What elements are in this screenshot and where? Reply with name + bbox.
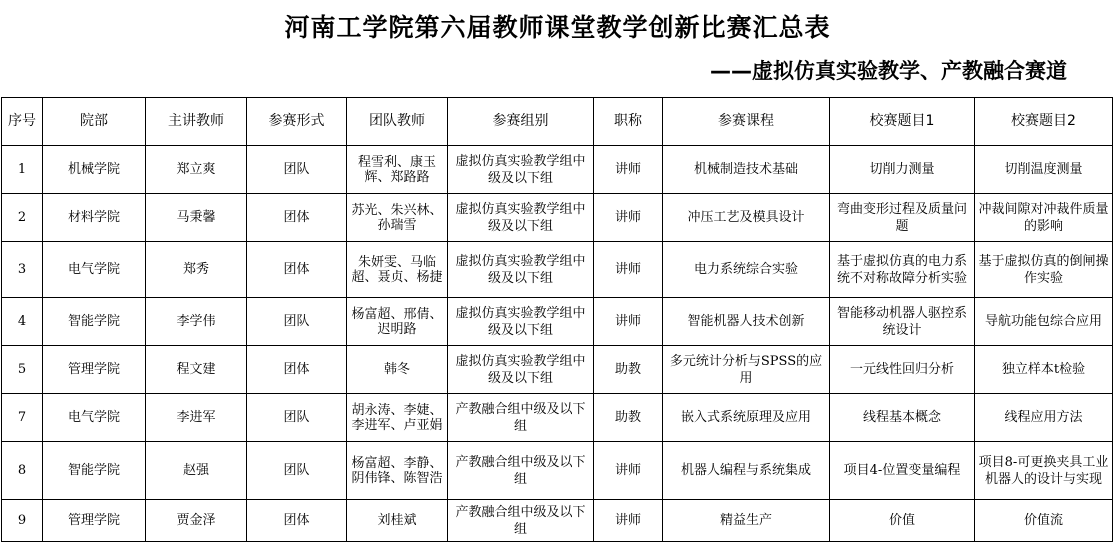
cell-lead-teacher: 贾金泽 bbox=[146, 500, 247, 542]
cell-row-index: 7 bbox=[2, 394, 43, 442]
cell-row-index: 5 bbox=[2, 346, 43, 394]
cell-course: 机械制造技术基础 bbox=[663, 146, 830, 194]
cell-topic-2: 基于虚拟仿真的倒闸操作实验 bbox=[975, 242, 1113, 298]
cell-team-teachers: 杨富超、邢倩、迟明路 bbox=[347, 298, 448, 346]
cell-topic-2: 项目8-可更换夹具工业机器人的设计与实现 bbox=[975, 442, 1113, 500]
cell-team-teachers: 朱妍雯、马临超、聂贞、杨捷 bbox=[347, 242, 448, 298]
cell-title-rank: 讲师 bbox=[594, 298, 663, 346]
header-cell: 院部 bbox=[43, 98, 146, 146]
cell-row-index: 2 bbox=[2, 194, 43, 242]
cell-topic-2: 冲裁间隙对冲裁件质量的影响 bbox=[975, 194, 1113, 242]
cell-topic-1: 弯曲变形过程及质量问题 bbox=[830, 194, 975, 242]
cell-title-rank: 讲师 bbox=[594, 146, 663, 194]
cell-team-teachers: 韩冬 bbox=[347, 346, 448, 394]
cell-title-rank: 助教 bbox=[594, 394, 663, 442]
cell-course: 多元统计分析与SPSS的应用 bbox=[663, 346, 830, 394]
cell-team-teachers: 胡永涛、李婕、李进军、卢亚娟 bbox=[347, 394, 448, 442]
cell-entry-type: 团体 bbox=[247, 500, 347, 542]
table-row bbox=[2, 146, 1113, 194]
cell-topic-1: 价值 bbox=[830, 500, 975, 542]
cell-group: 产教融合组中级及以下组 bbox=[448, 394, 594, 442]
cell-course: 嵌入式系统原理及应用 bbox=[663, 394, 830, 442]
cell-title-rank: 讲师 bbox=[594, 442, 663, 500]
cell-entry-type: 团体 bbox=[247, 194, 347, 242]
cell-title-rank: 助教 bbox=[594, 346, 663, 394]
cell-entry-type: 团队 bbox=[247, 298, 347, 346]
cell-department: 智能学院 bbox=[43, 442, 146, 500]
cell-topic-2: 切削温度测量 bbox=[975, 146, 1113, 194]
cell-department: 材料学院 bbox=[43, 194, 146, 242]
page-title: 河南工学院第六届教师课堂教学创新比赛汇总表 bbox=[284, 13, 831, 42]
cell-group: 虚拟仿真实验教学组中级及以下组 bbox=[448, 346, 594, 394]
cell-topic-1: 基于虚拟仿真的电力系统不对称故障分析实验 bbox=[830, 242, 975, 298]
table-row bbox=[2, 298, 1113, 346]
header-cell: 序号 bbox=[2, 98, 43, 146]
summary-table bbox=[1, 97, 1113, 542]
cell-topic-1: 线程基本概念 bbox=[830, 394, 975, 442]
header-cell: 参赛形式 bbox=[247, 98, 347, 146]
cell-team-teachers: 程雪利、康玉辉、郑路路 bbox=[347, 146, 448, 194]
cell-entry-type: 团队 bbox=[247, 394, 347, 442]
cell-entry-type: 团队 bbox=[247, 146, 347, 194]
cell-department: 管理学院 bbox=[43, 500, 146, 542]
cell-row-index: 3 bbox=[2, 242, 43, 298]
cell-group: 产教融合组中级及以下组 bbox=[448, 442, 594, 500]
table-row bbox=[2, 346, 1113, 394]
cell-lead-teacher: 郑秀 bbox=[146, 242, 247, 298]
cell-row-index: 4 bbox=[2, 298, 43, 346]
cell-course: 机器人编程与系统集成 bbox=[663, 442, 830, 500]
cell-entry-type: 团队 bbox=[247, 442, 347, 500]
cell-lead-teacher: 赵强 bbox=[146, 442, 247, 500]
cell-department: 电气学院 bbox=[43, 394, 146, 442]
cell-topic-2: 独立样本t检验 bbox=[975, 346, 1113, 394]
cell-group: 虚拟仿真实验教学组中级及以下组 bbox=[448, 146, 594, 194]
header-row bbox=[2, 98, 1113, 146]
cell-course: 精益生产 bbox=[663, 500, 830, 542]
cell-group: 虚拟仿真实验教学组中级及以下组 bbox=[448, 298, 594, 346]
header-cell: 校赛题目2 bbox=[975, 98, 1113, 146]
header-cell: 职称 bbox=[594, 98, 663, 146]
cell-course: 智能机器人技术创新 bbox=[663, 298, 830, 346]
cell-department: 电气学院 bbox=[43, 242, 146, 298]
cell-group: 产教融合组中级及以下组 bbox=[448, 500, 594, 542]
header-cell: 主讲教师 bbox=[146, 98, 247, 146]
cell-title-rank: 讲师 bbox=[594, 242, 663, 298]
header-cell: 参赛课程 bbox=[663, 98, 830, 146]
cell-row-index: 1 bbox=[2, 146, 43, 194]
cell-entry-type: 团体 bbox=[247, 346, 347, 394]
cell-group: 虚拟仿真实验教学组中级及以下组 bbox=[448, 194, 594, 242]
table-row bbox=[2, 242, 1113, 298]
cell-topic-2: 导航功能包综合应用 bbox=[975, 298, 1113, 346]
cell-course: 电力系统综合实验 bbox=[663, 242, 830, 298]
cell-department: 管理学院 bbox=[43, 346, 146, 394]
cell-group: 虚拟仿真实验教学组中级及以下组 bbox=[448, 242, 594, 298]
cell-lead-teacher: 马秉馨 bbox=[146, 194, 247, 242]
table-row bbox=[2, 194, 1113, 242]
cell-topic-2: 线程应用方法 bbox=[975, 394, 1113, 442]
cell-title-rank: 讲师 bbox=[594, 194, 663, 242]
header-cell: 参赛组别 bbox=[448, 98, 594, 146]
cell-topic-1: 智能移动机器人驱控系统设计 bbox=[830, 298, 975, 346]
cell-department: 智能学院 bbox=[43, 298, 146, 346]
header-cell: 校赛题目1 bbox=[830, 98, 975, 146]
table-row bbox=[2, 442, 1113, 500]
table-row bbox=[2, 394, 1113, 442]
cell-team-teachers: 苏光、朱兴林、孙瑞雪 bbox=[347, 194, 448, 242]
cell-team-teachers: 杨富超、李静、阴伟锋、陈智浩 bbox=[347, 442, 448, 500]
cell-row-index: 9 bbox=[2, 500, 43, 542]
cell-topic-1: 切削力测量 bbox=[830, 146, 975, 194]
cell-title-rank: 讲师 bbox=[594, 500, 663, 542]
header-cell: 团队教师 bbox=[347, 98, 448, 146]
cell-lead-teacher: 李进军 bbox=[146, 394, 247, 442]
cell-lead-teacher: 李学伟 bbox=[146, 298, 247, 346]
cell-topic-1: 一元线性回归分析 bbox=[830, 346, 975, 394]
cell-row-index: 8 bbox=[2, 442, 43, 500]
cell-lead-teacher: 程文建 bbox=[146, 346, 247, 394]
cell-entry-type: 团体 bbox=[247, 242, 347, 298]
cell-course: 冲压工艺及模具设计 bbox=[663, 194, 830, 242]
cell-topic-1: 项目4-位置变量编程 bbox=[830, 442, 975, 500]
cell-lead-teacher: 郑立爽 bbox=[146, 146, 247, 194]
table-row bbox=[2, 500, 1113, 542]
cell-topic-2: 价值流 bbox=[975, 500, 1113, 542]
cell-department: 机械学院 bbox=[43, 146, 146, 194]
page-subtitle: ——虚拟仿真实验教学、产教融合赛道 bbox=[710, 59, 1067, 83]
cell-team-teachers: 刘桂斌 bbox=[347, 500, 448, 542]
